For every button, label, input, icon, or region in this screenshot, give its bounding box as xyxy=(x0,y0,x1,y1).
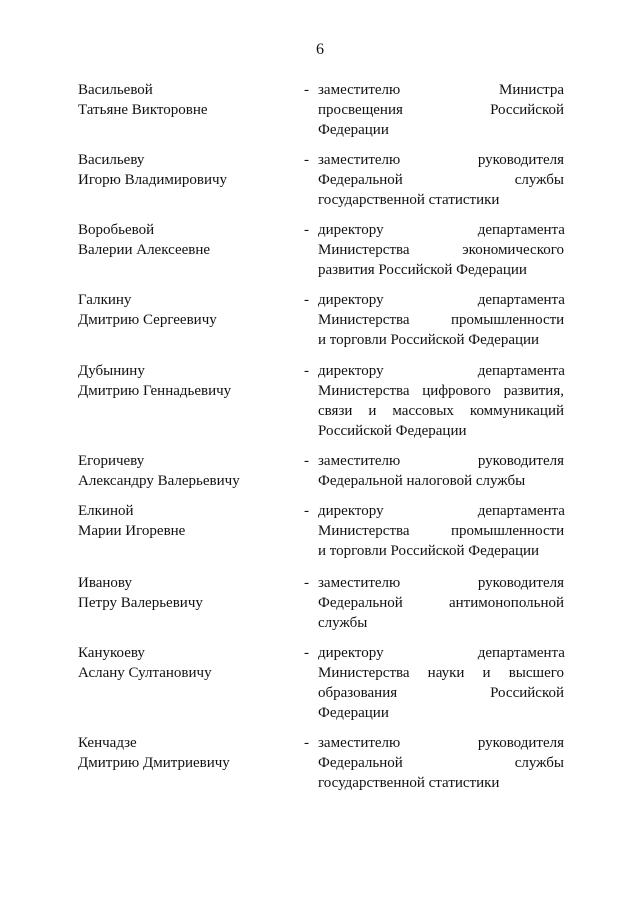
person-surname: Кенчадзе xyxy=(78,735,137,751)
position-line: Министерства цифрового развития, xyxy=(318,383,564,399)
position-title xyxy=(318,80,564,140)
position-line: директору департамента xyxy=(318,292,565,308)
person-surname: Канукоеву xyxy=(78,645,145,661)
position-line: Федеральной службы xyxy=(318,755,565,771)
person-name xyxy=(78,290,288,330)
position-line: Федеральной налоговой службы xyxy=(318,473,526,489)
position-line: и торговли Российской Федерации xyxy=(318,332,540,348)
dash-separator: - xyxy=(304,575,309,591)
dash-separator: - xyxy=(304,363,309,379)
person-name xyxy=(78,733,288,773)
person-name xyxy=(78,220,288,260)
position-line: заместителю руководителя xyxy=(318,453,565,469)
position-line: директору департамента xyxy=(318,503,565,519)
person-name xyxy=(78,643,288,683)
position-line: Федеральной антимонопольной xyxy=(318,595,564,611)
position-line: заместителю руководителя xyxy=(318,152,565,168)
person-given-name: Аслану Султановичу xyxy=(78,665,212,681)
person-name xyxy=(78,501,288,541)
position-line: директору департамента xyxy=(318,222,565,238)
page-number: 6 xyxy=(316,41,324,58)
person-name xyxy=(78,150,288,190)
person-surname: Васильевой xyxy=(78,82,153,98)
dash-separator: - xyxy=(304,292,309,308)
dash-separator: - xyxy=(304,453,309,469)
position-line: Министерства науки и высшего xyxy=(318,665,565,681)
person-surname: Елкиной xyxy=(78,503,134,519)
position-line: Российской Федерации xyxy=(318,423,467,439)
person-name xyxy=(78,451,288,491)
person-given-name: Марии Игоревне xyxy=(78,523,186,539)
position-title xyxy=(318,220,564,280)
position-line: директору департамента xyxy=(318,645,565,661)
dash-separator: - xyxy=(304,735,309,751)
person-given-name: Валерии Алексеевне xyxy=(78,242,211,258)
person-given-name: Александру Валерьевичу xyxy=(78,473,240,489)
position-line: Федеральной службы xyxy=(318,172,565,188)
position-line: Федерации xyxy=(318,122,389,138)
person-given-name: Петру Валерьевичу xyxy=(78,595,203,611)
position-line: директору департамента xyxy=(318,363,565,379)
person-surname: Иванову xyxy=(78,575,132,591)
position-line: службы xyxy=(318,615,368,631)
dash-separator: - xyxy=(304,82,309,98)
person-surname: Дубынину xyxy=(78,363,145,379)
position-line: Министерства экономического xyxy=(318,242,564,258)
position-title xyxy=(318,361,564,441)
person-given-name: Татьяне Викторовне xyxy=(78,102,208,118)
position-title xyxy=(318,643,564,723)
position-title xyxy=(318,501,564,561)
person-surname: Воробьевой xyxy=(78,222,155,238)
position-title xyxy=(318,290,564,350)
position-line: и торговли Российской Федерации xyxy=(318,543,540,559)
position-title xyxy=(318,150,564,210)
position-line: Федерации xyxy=(318,705,389,721)
position-line: заместителю Министра xyxy=(318,82,565,98)
person-given-name: Дмитрию Дмитриевичу xyxy=(78,755,230,771)
position-title xyxy=(318,733,564,793)
person-name xyxy=(78,573,288,613)
person-surname: Егоричеву xyxy=(78,453,145,469)
position-line: государственной статистики xyxy=(318,775,500,791)
position-line: развития Российской Федерации xyxy=(318,262,527,278)
position-line: заместителю руководителя xyxy=(318,735,565,751)
person-given-name: Дмитрию Сергеевичу xyxy=(78,312,217,328)
person-surname: Галкину xyxy=(78,292,132,308)
position-line: связи и массовых коммуникаций xyxy=(318,403,565,419)
dash-separator: - xyxy=(304,645,309,661)
position-line: образования Российской xyxy=(318,685,565,701)
person-surname: Васильеву xyxy=(78,152,145,168)
dash-separator: - xyxy=(304,152,309,168)
person-given-name: Дмитрию Геннадьевичу xyxy=(78,383,232,399)
person-name xyxy=(78,80,288,120)
position-line: Министерства промышленности xyxy=(318,523,565,539)
position-line: государственной статистики xyxy=(318,192,500,208)
dash-separator: - xyxy=(304,503,309,519)
position-title xyxy=(318,573,564,633)
position-line: просвещения Российской xyxy=(318,102,565,118)
person-name xyxy=(78,361,288,401)
position-line: заместителю руководителя xyxy=(318,575,565,591)
position-title xyxy=(318,451,564,491)
position-line: Министерства промышленности xyxy=(318,312,565,328)
dash-separator: - xyxy=(304,222,309,238)
person-given-name: Игорю Владимировичу xyxy=(78,172,228,188)
